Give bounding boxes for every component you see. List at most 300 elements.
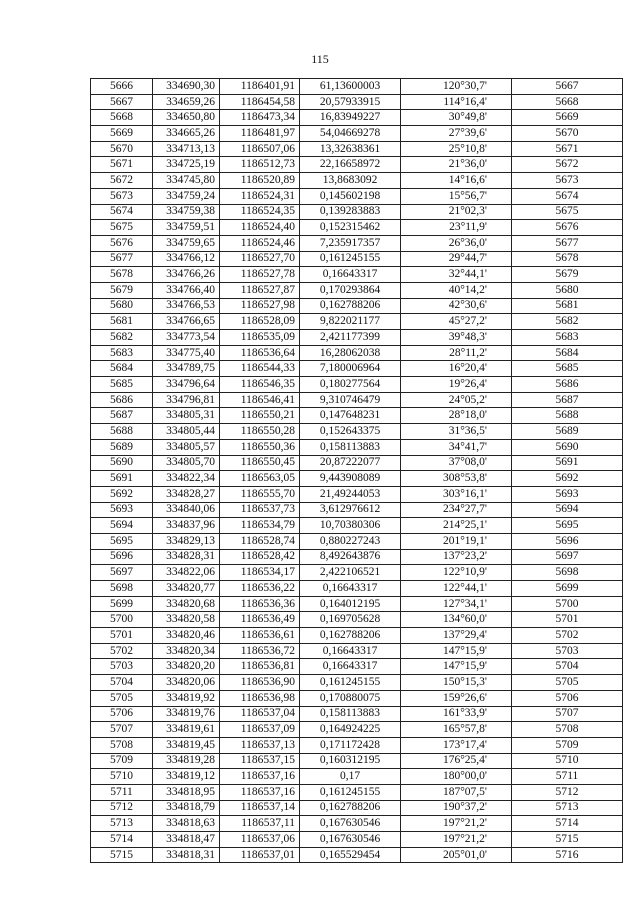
from-point-cell: 5689 (91, 439, 153, 455)
bearing-cell: 137°29,4' (401, 628, 512, 644)
table-row (91, 408, 623, 424)
table-row (91, 439, 623, 455)
to-point-cell: 5712 (512, 784, 623, 800)
table-row (91, 282, 623, 298)
y-coordinate-cell: 1186536,81 (220, 659, 300, 675)
table-row (91, 486, 623, 502)
distance-cell: 9,443908089 (300, 471, 401, 487)
from-point-cell: 5713 (91, 816, 153, 832)
from-point-cell: 5678 (91, 267, 153, 283)
x-coordinate-cell: 334759,51 (153, 220, 220, 236)
table-row (91, 675, 623, 691)
x-coordinate-cell: 334819,76 (153, 706, 220, 722)
bearing-cell: 180°00,0' (401, 769, 512, 785)
distance-cell: 0,161245155 (300, 784, 401, 800)
from-point-cell: 5671 (91, 157, 153, 173)
from-point-cell: 5711 (91, 784, 153, 800)
to-point-cell: 5668 (512, 94, 623, 110)
to-point-cell: 5716 (512, 847, 623, 863)
distance-cell: 0,162788206 (300, 298, 401, 314)
to-point-cell: 5707 (512, 706, 623, 722)
table-row (91, 314, 623, 330)
x-coordinate-cell: 334773,54 (153, 330, 220, 346)
y-coordinate-cell: 1186536,49 (220, 612, 300, 628)
to-point-cell: 5669 (512, 110, 623, 126)
to-point-cell: 5687 (512, 392, 623, 408)
bearing-cell: 147°15,9' (401, 659, 512, 675)
to-point-cell: 5674 (512, 188, 623, 204)
x-coordinate-cell: 334818,63 (153, 816, 220, 832)
from-point-cell: 5700 (91, 612, 153, 628)
x-coordinate-cell: 334837,96 (153, 518, 220, 534)
y-coordinate-cell: 1186537,15 (220, 753, 300, 769)
bearing-cell: 28°18,0' (401, 408, 512, 424)
y-coordinate-cell: 1186537,04 (220, 706, 300, 722)
bearing-cell: 16°20,4' (401, 361, 512, 377)
bearing-cell: 197°21,2' (401, 832, 512, 848)
to-point-cell: 5684 (512, 345, 623, 361)
y-coordinate-cell: 1186537,13 (220, 737, 300, 753)
bearing-cell: 308°53,8' (401, 471, 512, 487)
table-row (91, 267, 623, 283)
to-point-cell: 5695 (512, 518, 623, 534)
y-coordinate-cell: 1186537,01 (220, 847, 300, 863)
from-point-cell: 5683 (91, 345, 153, 361)
table-row (91, 361, 623, 377)
from-point-cell: 5705 (91, 690, 153, 706)
bearing-cell: 176°25,4' (401, 753, 512, 769)
table-row (91, 518, 623, 534)
bearing-cell: 120°30,7' (401, 79, 512, 95)
distance-cell: 10,70380306 (300, 518, 401, 534)
x-coordinate-cell: 334766,12 (153, 251, 220, 267)
distance-cell: 0,161245155 (300, 675, 401, 691)
table-row (91, 847, 623, 863)
y-coordinate-cell: 1186550,45 (220, 455, 300, 471)
to-point-cell: 5715 (512, 832, 623, 848)
distance-cell: 2,422106521 (300, 565, 401, 581)
y-coordinate-cell: 1186537,09 (220, 722, 300, 738)
to-point-cell: 5693 (512, 486, 623, 502)
bearing-cell: 19°26,4' (401, 377, 512, 393)
y-coordinate-cell: 1186524,40 (220, 220, 300, 236)
bearing-cell: 14°16,6' (401, 173, 512, 189)
distance-cell: 0,167630546 (300, 832, 401, 848)
y-coordinate-cell: 1186550,36 (220, 439, 300, 455)
to-point-cell: 5683 (512, 330, 623, 346)
from-point-cell: 5699 (91, 596, 153, 612)
bearing-cell: 45°27,2' (401, 314, 512, 330)
x-coordinate-cell: 334820,06 (153, 675, 220, 691)
distance-cell: 0,169705628 (300, 612, 401, 628)
table-row (91, 549, 623, 565)
y-coordinate-cell: 1186401,91 (220, 79, 300, 95)
from-point-cell: 5682 (91, 330, 153, 346)
to-point-cell: 5673 (512, 173, 623, 189)
table-row (91, 612, 623, 628)
y-coordinate-cell: 1186536,90 (220, 675, 300, 691)
bearing-cell: 134°60,0' (401, 612, 512, 628)
table-row (91, 79, 623, 95)
table-row (91, 722, 623, 738)
x-coordinate-cell: 334828,31 (153, 549, 220, 565)
bearing-cell: 42°30,6' (401, 298, 512, 314)
distance-cell: 0,147648231 (300, 408, 401, 424)
bearing-cell: 187°07,5' (401, 784, 512, 800)
distance-cell: 61,13600003 (300, 79, 401, 95)
bearing-cell: 150°15,3' (401, 675, 512, 691)
to-point-cell: 5691 (512, 455, 623, 471)
table-row (91, 471, 623, 487)
distance-cell: 16,28062038 (300, 345, 401, 361)
to-point-cell: 5686 (512, 377, 623, 393)
distance-cell: 0,170293864 (300, 282, 401, 298)
bearing-cell: 34°41,7' (401, 439, 512, 455)
bearing-cell: 165°57,8' (401, 722, 512, 738)
table-row (91, 251, 623, 267)
to-point-cell: 5690 (512, 439, 623, 455)
x-coordinate-cell: 334659,26 (153, 94, 220, 110)
table-row (91, 816, 623, 832)
distance-cell: 0,170880075 (300, 690, 401, 706)
distance-cell: 21,49244053 (300, 486, 401, 502)
distance-cell: 0,165529454 (300, 847, 401, 863)
y-coordinate-cell: 1186537,14 (220, 800, 300, 816)
to-point-cell: 5704 (512, 659, 623, 675)
table-row (91, 110, 623, 126)
to-point-cell: 5681 (512, 298, 623, 314)
bearing-cell: 30°49,8' (401, 110, 512, 126)
x-coordinate-cell: 334805,57 (153, 439, 220, 455)
x-coordinate-cell: 334766,26 (153, 267, 220, 283)
from-point-cell: 5687 (91, 408, 153, 424)
from-point-cell: 5666 (91, 79, 153, 95)
from-point-cell: 5675 (91, 220, 153, 236)
x-coordinate-cell: 334820,58 (153, 612, 220, 628)
bearing-cell: 39°48,3' (401, 330, 512, 346)
to-point-cell: 5678 (512, 251, 623, 267)
table-row (91, 784, 623, 800)
distance-cell: 0,152643375 (300, 424, 401, 440)
distance-cell: 0,16643317 (300, 267, 401, 283)
y-coordinate-cell: 1186473,34 (220, 110, 300, 126)
x-coordinate-cell: 334818,95 (153, 784, 220, 800)
table-row (91, 188, 623, 204)
to-point-cell: 5703 (512, 643, 623, 659)
y-coordinate-cell: 1186536,98 (220, 690, 300, 706)
x-coordinate-cell: 334759,24 (153, 188, 220, 204)
to-point-cell: 5675 (512, 204, 623, 220)
bearing-cell: 24°05,2' (401, 392, 512, 408)
bearing-cell: 25°10,8' (401, 141, 512, 157)
y-coordinate-cell: 1186534,17 (220, 565, 300, 581)
distance-cell: 54,04669278 (300, 126, 401, 142)
distance-cell: 3,612976612 (300, 502, 401, 518)
table-row (91, 565, 623, 581)
y-coordinate-cell: 1186536,36 (220, 596, 300, 612)
x-coordinate-cell: 334796,81 (153, 392, 220, 408)
from-point-cell: 5712 (91, 800, 153, 816)
table-row (91, 581, 623, 597)
bearing-cell: 21°02,3' (401, 204, 512, 220)
table-row (91, 737, 623, 753)
distance-cell: 9,822021177 (300, 314, 401, 330)
table-row (91, 455, 623, 471)
to-point-cell: 5667 (512, 79, 623, 95)
to-point-cell: 5709 (512, 737, 623, 753)
from-point-cell: 5693 (91, 502, 153, 518)
x-coordinate-cell: 334796,64 (153, 377, 220, 393)
y-coordinate-cell: 1186537,73 (220, 502, 300, 518)
to-point-cell: 5705 (512, 675, 623, 691)
bearing-cell: 40°14,2' (401, 282, 512, 298)
x-coordinate-cell: 334820,46 (153, 628, 220, 644)
table-row (91, 628, 623, 644)
x-coordinate-cell: 334819,92 (153, 690, 220, 706)
table-row (91, 800, 623, 816)
x-coordinate-cell: 334766,65 (153, 314, 220, 330)
x-coordinate-cell: 334840,06 (153, 502, 220, 518)
distance-cell: 0,880227243 (300, 533, 401, 549)
table-row (91, 753, 623, 769)
distance-cell: 13,8683092 (300, 173, 401, 189)
bearing-cell: 27°39,6' (401, 126, 512, 142)
distance-cell: 7,235917357 (300, 235, 401, 251)
to-point-cell: 5682 (512, 314, 623, 330)
to-point-cell: 5702 (512, 628, 623, 644)
x-coordinate-cell: 334665,26 (153, 126, 220, 142)
y-coordinate-cell: 1186546,41 (220, 392, 300, 408)
y-coordinate-cell: 1186537,16 (220, 769, 300, 785)
bearing-cell: 23°11,9' (401, 220, 512, 236)
coordinates-table (90, 78, 623, 863)
from-point-cell: 5677 (91, 251, 153, 267)
x-coordinate-cell: 334805,70 (153, 455, 220, 471)
x-coordinate-cell: 334819,28 (153, 753, 220, 769)
y-coordinate-cell: 1186535,09 (220, 330, 300, 346)
x-coordinate-cell: 334759,38 (153, 204, 220, 220)
bearing-cell: 37°08,0' (401, 455, 512, 471)
x-coordinate-cell: 334766,40 (153, 282, 220, 298)
y-coordinate-cell: 1186524,31 (220, 188, 300, 204)
x-coordinate-cell: 334829,13 (153, 533, 220, 549)
from-point-cell: 5670 (91, 141, 153, 157)
table-row (91, 235, 623, 251)
x-coordinate-cell: 334805,44 (153, 424, 220, 440)
from-point-cell: 5702 (91, 643, 153, 659)
y-coordinate-cell: 1186550,21 (220, 408, 300, 424)
distance-cell: 20,87222077 (300, 455, 401, 471)
table-body (91, 79, 623, 863)
distance-cell: 13,32638361 (300, 141, 401, 157)
x-coordinate-cell: 334725,19 (153, 157, 220, 173)
to-point-cell: 5688 (512, 408, 623, 424)
from-point-cell: 5686 (91, 392, 153, 408)
to-point-cell: 5698 (512, 565, 623, 581)
table-row (91, 832, 623, 848)
x-coordinate-cell: 334775,40 (153, 345, 220, 361)
table-row (91, 769, 623, 785)
x-coordinate-cell: 334713,13 (153, 141, 220, 157)
table-row (91, 220, 623, 236)
from-point-cell: 5672 (91, 173, 153, 189)
from-point-cell: 5667 (91, 94, 153, 110)
y-coordinate-cell: 1186537,06 (220, 832, 300, 848)
x-coordinate-cell: 334820,34 (153, 643, 220, 659)
table-row (91, 533, 623, 549)
to-point-cell: 5680 (512, 282, 623, 298)
bearing-cell: 234°27,7' (401, 502, 512, 518)
x-coordinate-cell: 334690,30 (153, 79, 220, 95)
from-point-cell: 5715 (91, 847, 153, 863)
table-row (91, 690, 623, 706)
x-coordinate-cell: 334759,65 (153, 235, 220, 251)
x-coordinate-cell: 334805,31 (153, 408, 220, 424)
distance-cell: 0,164924225 (300, 722, 401, 738)
table-row (91, 377, 623, 393)
x-coordinate-cell: 334820,20 (153, 659, 220, 675)
from-point-cell: 5688 (91, 424, 153, 440)
x-coordinate-cell: 334818,47 (153, 832, 220, 848)
from-point-cell: 5668 (91, 110, 153, 126)
y-coordinate-cell: 1186536,64 (220, 345, 300, 361)
distance-cell: 0,139283883 (300, 204, 401, 220)
bearing-cell: 26°36,0' (401, 235, 512, 251)
distance-cell: 0,162788206 (300, 800, 401, 816)
from-point-cell: 5709 (91, 753, 153, 769)
distance-cell: 0,16643317 (300, 581, 401, 597)
table-row (91, 424, 623, 440)
from-point-cell: 5707 (91, 722, 153, 738)
to-point-cell: 5696 (512, 533, 623, 549)
from-point-cell: 5680 (91, 298, 153, 314)
to-point-cell: 5679 (512, 267, 623, 283)
y-coordinate-cell: 1186528,09 (220, 314, 300, 330)
y-coordinate-cell: 1186527,70 (220, 251, 300, 267)
from-point-cell: 5679 (91, 282, 153, 298)
bearing-cell: 31°36,5' (401, 424, 512, 440)
x-coordinate-cell: 334745,80 (153, 173, 220, 189)
bearing-cell: 15°56,7' (401, 188, 512, 204)
x-coordinate-cell: 334820,77 (153, 581, 220, 597)
y-coordinate-cell: 1186544,33 (220, 361, 300, 377)
distance-cell: 9,310746479 (300, 392, 401, 408)
distance-cell: 2,421177399 (300, 330, 401, 346)
x-coordinate-cell: 334819,12 (153, 769, 220, 785)
y-coordinate-cell: 1186524,35 (220, 204, 300, 220)
y-coordinate-cell: 1186524,46 (220, 235, 300, 251)
bearing-cell: 28°11,2' (401, 345, 512, 361)
from-point-cell: 5676 (91, 235, 153, 251)
from-point-cell: 5685 (91, 377, 153, 393)
y-coordinate-cell: 1186528,42 (220, 549, 300, 565)
table-row (91, 94, 623, 110)
y-coordinate-cell: 1186550,28 (220, 424, 300, 440)
y-coordinate-cell: 1186512,73 (220, 157, 300, 173)
x-coordinate-cell: 334820,68 (153, 596, 220, 612)
distance-cell: 0,16643317 (300, 659, 401, 675)
from-point-cell: 5708 (91, 737, 153, 753)
y-coordinate-cell: 1186527,98 (220, 298, 300, 314)
y-coordinate-cell: 1186537,16 (220, 784, 300, 800)
x-coordinate-cell: 334818,31 (153, 847, 220, 863)
distance-cell: 0,158113883 (300, 439, 401, 455)
y-coordinate-cell: 1186534,79 (220, 518, 300, 534)
to-point-cell: 5670 (512, 126, 623, 142)
table-row (91, 141, 623, 157)
y-coordinate-cell: 1186555,70 (220, 486, 300, 502)
table-row (91, 502, 623, 518)
from-point-cell: 5695 (91, 533, 153, 549)
bearing-cell: 122°44,1' (401, 581, 512, 597)
bearing-cell: 21°36,0' (401, 157, 512, 173)
from-point-cell: 5681 (91, 314, 153, 330)
from-point-cell: 5703 (91, 659, 153, 675)
from-point-cell: 5690 (91, 455, 153, 471)
y-coordinate-cell: 1186507,06 (220, 141, 300, 157)
from-point-cell: 5701 (91, 628, 153, 644)
distance-cell: 8,492643876 (300, 549, 401, 565)
page-number: 115 (311, 52, 329, 66)
distance-cell: 0,160312195 (300, 753, 401, 769)
distance-cell: 0,16643317 (300, 643, 401, 659)
y-coordinate-cell: 1186536,72 (220, 643, 300, 659)
bearing-cell: 173°17,4' (401, 737, 512, 753)
to-point-cell: 5713 (512, 800, 623, 816)
table-row (91, 173, 623, 189)
from-point-cell: 5706 (91, 706, 153, 722)
from-point-cell: 5669 (91, 126, 153, 142)
bearing-cell: 190°37,2' (401, 800, 512, 816)
bearing-cell: 122°10,9' (401, 565, 512, 581)
bearing-cell: 161°33,9' (401, 706, 512, 722)
to-point-cell: 5697 (512, 549, 623, 565)
bearing-cell: 303°16,1' (401, 486, 512, 502)
distance-cell: 0,180277564 (300, 377, 401, 393)
x-coordinate-cell: 334789,75 (153, 361, 220, 377)
y-coordinate-cell: 1186527,87 (220, 282, 300, 298)
bearing-cell: 159°26,6' (401, 690, 512, 706)
x-coordinate-cell: 334766,53 (153, 298, 220, 314)
from-point-cell: 5714 (91, 832, 153, 848)
to-point-cell: 5694 (512, 502, 623, 518)
to-point-cell: 5689 (512, 424, 623, 440)
distance-cell: 20,57933915 (300, 94, 401, 110)
distance-cell: 22,16658972 (300, 157, 401, 173)
y-coordinate-cell: 1186481,97 (220, 126, 300, 142)
distance-cell: 0,164012195 (300, 596, 401, 612)
y-coordinate-cell: 1186563,05 (220, 471, 300, 487)
bearing-cell: 201°19,1' (401, 533, 512, 549)
table-row (91, 643, 623, 659)
distance-cell: 0,152315462 (300, 220, 401, 236)
bearing-cell: 205°01,0' (401, 847, 512, 863)
x-coordinate-cell: 334822,06 (153, 565, 220, 581)
to-point-cell: 5701 (512, 612, 623, 628)
distance-cell: 0,145602198 (300, 188, 401, 204)
from-point-cell: 5674 (91, 204, 153, 220)
from-point-cell: 5684 (91, 361, 153, 377)
to-point-cell: 5677 (512, 235, 623, 251)
distance-cell: 0,167630546 (300, 816, 401, 832)
x-coordinate-cell: 334822,34 (153, 471, 220, 487)
to-point-cell: 5710 (512, 753, 623, 769)
y-coordinate-cell: 1186528,74 (220, 533, 300, 549)
bearing-cell: 29°44,7' (401, 251, 512, 267)
bearing-cell: 214°25,1' (401, 518, 512, 534)
bearing-cell: 137°23,2' (401, 549, 512, 565)
x-coordinate-cell: 334819,61 (153, 722, 220, 738)
